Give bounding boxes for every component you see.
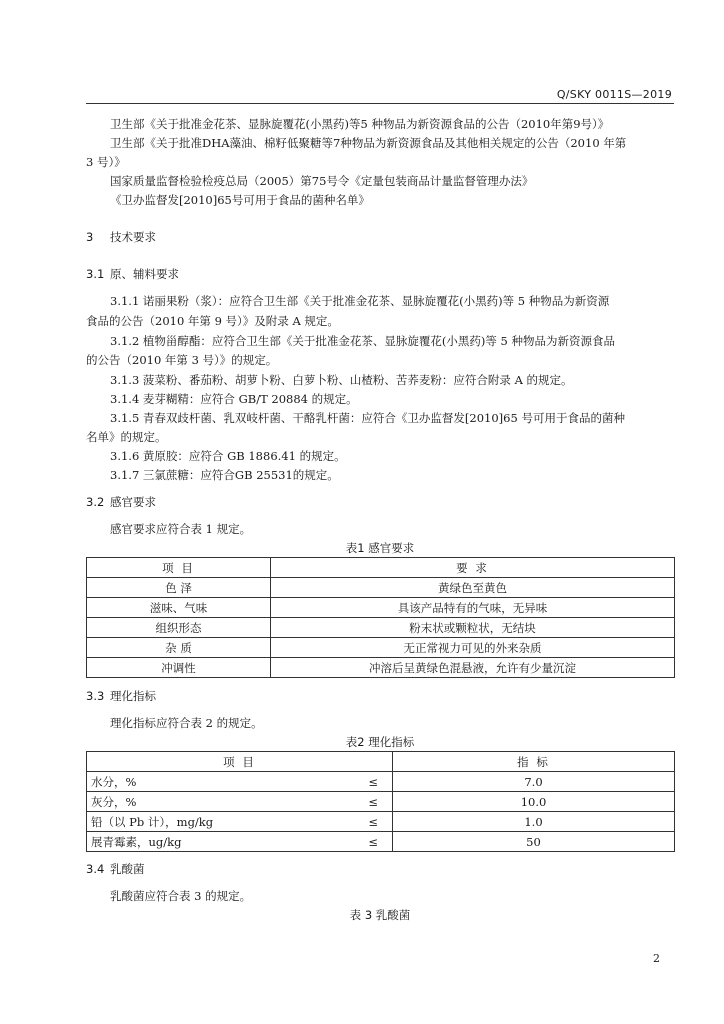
section-heading: [86, 688, 156, 704]
table-cell: 7.0: [393, 772, 675, 792]
clause-line: 3.1.3 菠菜粉、番茄粉、胡萝卜粉、白萝卜粉、山楂粉、苦荞麦粉：应符合附录 A 的规定。: [110, 373, 573, 387]
table-cell: 50: [393, 832, 675, 852]
table-cell: 滋味、气味: [87, 598, 271, 618]
physicochemical-table: [86, 751, 675, 852]
table-header-row: [87, 558, 675, 578]
section-number: 3.4: [86, 862, 105, 876]
section-heading: [86, 266, 179, 282]
sensory-table: [86, 557, 675, 678]
table-row: [87, 832, 675, 852]
table-cell: ≤: [337, 812, 393, 832]
table-cell: 杂 质: [87, 638, 271, 658]
table-cell: 水分，%: [87, 772, 337, 792]
header-rule: [86, 103, 674, 104]
table-header-cell: 项 目: [87, 558, 271, 578]
clause-line: 3.1.2 植物甾醇酯：应符合卫生部《关于批准金花茶、显脉旋覆花(小黑药)等 5 种物品为新资源食品: [110, 334, 616, 348]
table-row: [87, 812, 675, 832]
table-cell: ≤: [337, 832, 393, 852]
document-code: Q/SKY 0011S—2019: [556, 88, 672, 101]
section-title: 理化指标: [110, 689, 156, 703]
table-cell: 黄绿色至黄色: [271, 578, 675, 598]
reference-line: 卫生部《关于批准DHA藻油、棉籽低聚糖等7种物品为新资源食品及其他相关规定的公告（2010 年第: [110, 136, 627, 150]
table-row: [87, 638, 675, 658]
table-cell: ≤: [337, 772, 393, 792]
table-cell: 展青霉素，ug/kg: [87, 832, 337, 852]
table-cell: 灰分，%: [87, 792, 337, 812]
table-caption: 表1 感官要求: [345, 541, 415, 555]
clause-line: 3.1.7 三氯蔗糖：应符合GB 25531的规定。: [110, 468, 339, 482]
table-cell: 粉末状或颗粒状，无结块: [271, 618, 675, 638]
section-intro: 理化指标应符合表 2 的规定。: [110, 716, 263, 730]
table-cell: 无正常视力可见的外来杂质: [271, 638, 675, 658]
table-cell: 冲调性: [87, 658, 271, 678]
section-heading: [86, 861, 145, 877]
table-row: [87, 578, 675, 598]
table-caption: 表 3 乳酸菌: [349, 908, 411, 922]
section-title: 乳酸菌: [110, 862, 145, 876]
table-cell: 1.0: [393, 812, 675, 832]
section-intro: 乳酸菌应符合表 3 的规定。: [110, 889, 252, 903]
table-row: [87, 792, 675, 812]
section-title: 原、辅料要求: [110, 267, 179, 281]
section-number: 3.2: [86, 495, 105, 509]
table-row: [87, 598, 675, 618]
table-row: [87, 658, 675, 678]
table-row: [87, 618, 675, 638]
table-cell: 铅（以 Pb 计），mg/kg: [87, 812, 337, 832]
section-title: 技术要求: [110, 230, 156, 244]
table-cell: 组织形态: [87, 618, 271, 638]
section-intro: 感官要求应符合表 1 规定。: [110, 522, 252, 536]
table-caption: 表2 理化指标: [345, 735, 415, 749]
table-cell: ≤: [337, 792, 393, 812]
clause-line: 3.1.5 青春双歧杆菌、乳双岐杆菌、干酪乳杆菌：应符合《卫办监督发[2010]65 号可用于食品的菌种: [110, 411, 625, 425]
clause-line: 名单》的规定。: [86, 430, 167, 444]
section-heading: [86, 229, 156, 245]
table-cell: 冲溶后呈黄绿色混悬液，允许有少量沉淀: [271, 658, 675, 678]
table-header-cell: 指 标: [393, 752, 675, 772]
clause-line: 3.1.4 麦芽糊精：应符合 GB/T 20884 的规定。: [110, 392, 358, 406]
section-number: 3: [86, 230, 94, 244]
reference-line: 国家质量监督检验检疫总局（2005）第75号令《定量包装商品计量监督管理办法》: [110, 174, 534, 188]
reference-line: 卫生部《关于批准金花茶、显脉旋覆花(小黑药)等5 种物品为新资源食品的公告（2010年第9号）》: [110, 117, 610, 131]
reference-line: 3 号）》: [86, 155, 126, 169]
table-header-cell: 项 目: [87, 752, 393, 772]
section-number: 3.1: [86, 267, 105, 281]
table-header-cell: 要 求: [271, 558, 675, 578]
section-heading: [86, 494, 156, 510]
table-row: [87, 772, 675, 792]
section-number: 3.3: [86, 689, 105, 703]
page-number: 2: [653, 952, 660, 965]
table-cell: 具该产品特有的气味，无异味: [271, 598, 675, 618]
table-header-row: [87, 752, 675, 772]
clause-line: 3.1.1 诺丽果粉（浆）：应符合卫生部《关于批准金花茶、显脉旋覆花(小黑药)等 5 种物品为新资源: [110, 294, 610, 308]
section-title: 感官要求: [110, 495, 156, 509]
clause-line: 的公告（2010 年第 3 号）》的规定。: [86, 353, 278, 367]
table-cell: 10.0: [393, 792, 675, 812]
clause-line: 3.1.6 黄原胶：应符合 GB 1886.41 的规定。: [110, 449, 346, 463]
reference-line: 《卫办监督发[2010]65号可用于食品的菌种名单》: [110, 193, 370, 207]
table-cell: 色 泽: [87, 578, 271, 598]
clause-line: 食品的公告（2010 年第 9 号）》及附录 A 规定。: [86, 314, 339, 328]
